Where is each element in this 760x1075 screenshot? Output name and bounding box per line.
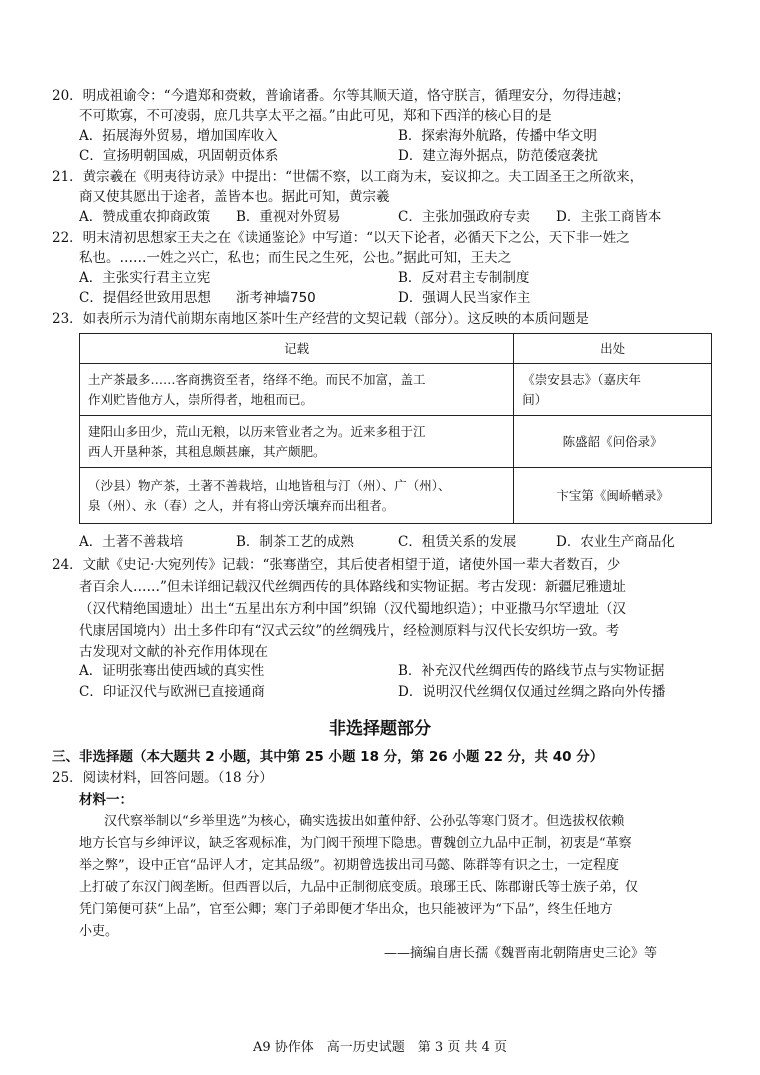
q24-stem-line4: 代康居国境内）出土多件印有“汉式云纹”的丝绸残片，经检测原料与汉代长安织坊一致。考	[79, 623, 620, 639]
page-footer: A9 协作体 高一历史试题 第 3 页 共 4 页	[253, 1040, 507, 1055]
tea-contract-table	[79, 333, 712, 524]
table-cell-source: 陈盛韶《问俗录》	[514, 416, 712, 468]
table-cell-source	[514, 364, 712, 416]
q20-option-c: C．宣扬明朝国威，巩固朝贡体系	[79, 148, 279, 164]
q21-stem-line2: 商又使其愿出于途者，盖皆本也。据此可知，黄宗羲	[79, 189, 390, 205]
q22-option-b: B．反对君主专制制度	[398, 270, 530, 286]
record-text: 泉（州）、永（春）之人，并有将山旁沃壤弃而出租者。	[88, 497, 395, 513]
q24-stem-line3: （汉代精绝国遗址）出土“五星出东方利中国”织锦（汉代蜀地织造）；中亚撒马尔罕遗址（汉	[79, 601, 627, 617]
material-line: 小吏。	[79, 924, 119, 939]
record-text: （沙县）物产茶，土著不善栽培，山地皆租与汀（州）、广（州）、	[88, 477, 451, 493]
material-line: 上打破了东汉门阀垄断。但西晋以后，九品中正制彻底变质。琅琊王氏、陈郡谢氏等士族子弟，仅	[79, 880, 639, 895]
q20-option-d: D．建立海外据点，防范倭寇袭扰	[398, 148, 598, 164]
watermark-text: 浙考神墙750	[236, 290, 316, 306]
q24-option-b: B．补充汉代丝绸西传的路线节点与实物证据	[398, 663, 665, 679]
q23-option-a: A．土著不善栽培	[79, 534, 184, 550]
q23-option-c: C．租赁关系的发展	[398, 534, 517, 550]
table-cell-record	[80, 468, 514, 524]
table-cell-record	[80, 364, 514, 416]
material-line: 地方长官与乡绅评议，缺乏客观标准，为门阀干预埋下隐患。曹魏创立九品中正制，初衷是“革察	[79, 836, 632, 851]
material-citation: ——摘编自唐长孺《魏晋南北朝隋唐史三论》等	[384, 946, 658, 961]
q22-option-d: D．强调人民当家作主	[398, 290, 531, 306]
q22-stem-line2: 私也。……一姓之兴亡，私也；而生民之生死，公也。”据此可知，王夫之	[79, 250, 512, 266]
q23-option-d: D．农业生产商品化	[556, 534, 675, 550]
material-label: 材料一：	[79, 792, 133, 808]
q21-stem-line1: 21．黄宗羲在《明夷待访录》中提出：“世儒不察，以工商为末，妄议抑之。夫工固圣王之所欲来，	[52, 169, 644, 185]
source-text: 《崇安县志》（嘉庆年	[522, 371, 642, 387]
source-text: 间）	[522, 391, 548, 407]
record-text: 建阳山多田少，荒山无粮，以历来管业者之为。近来多租于江	[88, 423, 426, 439]
part3-heading: 三、非选择题（本大题共 2 小题，其中第 25 小题 18 分，第 26 小题 22 分，共 40 分）	[52, 749, 604, 765]
q21-option-a: A．赞成重农抑商政策	[79, 209, 211, 225]
q22-option-c: C．提倡经世致用思想	[79, 290, 211, 306]
q20-stem-line1: 20．明成祖谕令：“今遣郑和赍敕，普谕诸番。尔等其顺天道，恪守朕言，循理安分，勿得违越；	[52, 88, 630, 104]
record-text: 作刈贮皆他方人，崇所得者，地租而已。	[88, 391, 314, 407]
table-header-source: 出处	[514, 334, 712, 364]
record-text: 土产茶最多……客商携资至者，络绎不绝。而民不加富，盖工	[88, 371, 426, 387]
q20-option-b: B．探索海外航路，传播中华文明	[398, 128, 597, 144]
q24-option-d: D．说明汉代丝绸仅仅通过丝绸之路向外传播	[398, 684, 666, 700]
q24-stem-line1: 24．文献《史记·大宛列传》记载：“张骞凿空，其后使者相望于道，诸使外国一辈大者数百，少	[52, 557, 621, 573]
record-text: 西人开垦种茶，其租息颇甚廉，其产颇肥。	[88, 443, 326, 459]
table-row	[80, 364, 712, 416]
q22-stem-line1: 22．明末清初思想家王夫之在《读通鉴论》中写道：“以天下论者，必循天下之公，天下非一姓之	[52, 230, 630, 246]
table-header-record: 记载	[80, 334, 514, 364]
q20-option-a: A．拓展海外贸易，增加国库收入	[79, 128, 278, 144]
section-title: 非选择题部分	[329, 719, 431, 739]
q23-option-b: B．制茶工艺的成熟	[236, 534, 354, 550]
q23-stem: 23．如表所示为清代前期东南地区茶叶生产经营的文契记载（部分）。这反映的本质问题是	[52, 311, 589, 327]
q21-option-b: B．重视对外贸易	[236, 209, 341, 225]
table-header-row	[80, 334, 712, 364]
q22-option-a: A．主张实行君主立宪	[79, 270, 211, 286]
q25-stem: 25．阅读材料，回答问题。（18 分）	[52, 770, 273, 786]
table-cell-record	[80, 416, 514, 468]
table-row	[80, 416, 712, 468]
material-line: 汉代察举制以“乡举里选”为核心，确实选拔出如董仲舒、公孙弘等寒门贤才。但选拔权依赖	[104, 814, 625, 829]
material-line: 举之弊”，设中正官“品评人才，定其品级”。初期曾选拔出司马懿、陈群等有识之士，一定程度	[79, 858, 619, 873]
table-cell-source: 卞宝第《闽峤輶录》	[514, 468, 712, 524]
q24-option-c: C．印证汉代与欧洲已直接通商	[79, 684, 265, 700]
q24-option-a: A．证明张骞出使西域的真实性	[79, 663, 265, 679]
q24-stem-line2: 者百余人……”但未详细记载汉代丝绸西传的具体路线和实物证据。考古发现：新疆尼雅遗址	[79, 579, 626, 595]
q20-stem-line2: 不可欺寡，不可凌弱，庶几共享太平之福。”由此可见，郑和下西洋的核心目的是	[79, 108, 552, 124]
material-line: 凭门第便可获“上品”，官至公卿；寒门子弟即便才华出众，也只能被评为“下品”，终生任地方	[79, 902, 613, 917]
q21-option-d: D．主张工商皆本	[556, 209, 662, 225]
q21-option-c: C．主张加强政府专卖	[398, 209, 530, 225]
q24-stem-line5: 古发现对文献的补充作用体现在	[79, 644, 268, 660]
table-row	[80, 468, 712, 524]
